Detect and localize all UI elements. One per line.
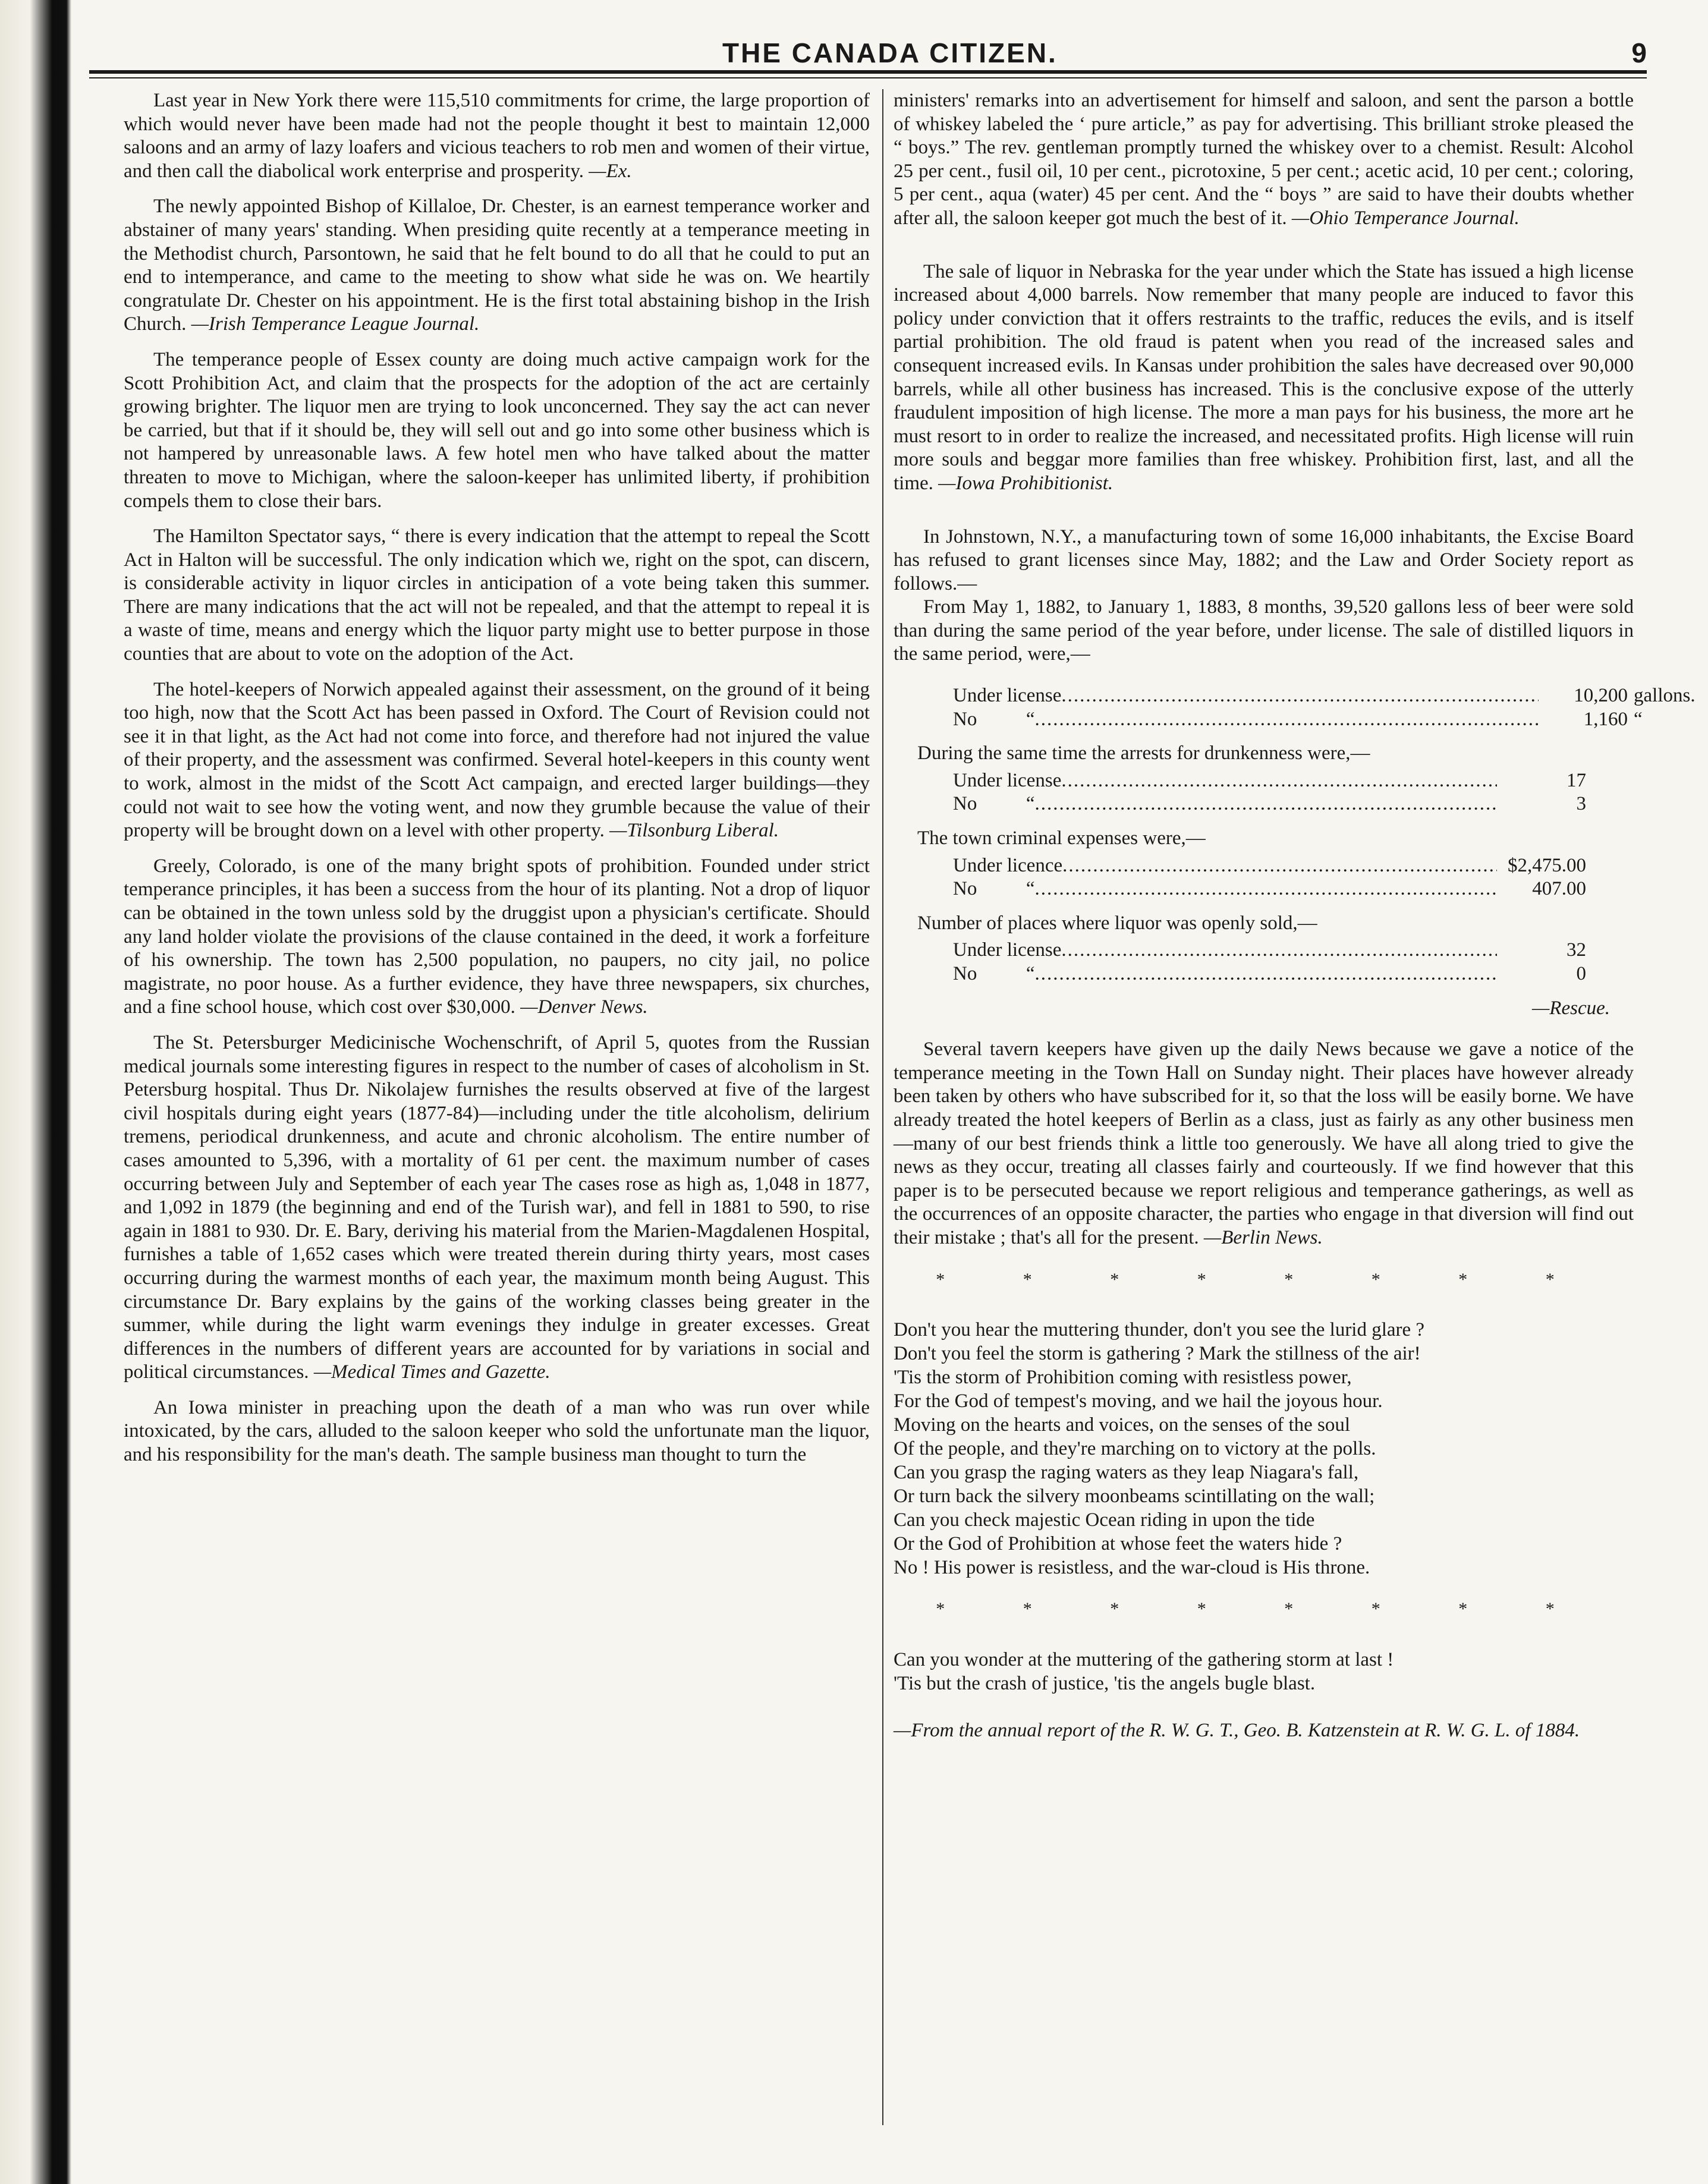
article-bishop-killaloe: The newly appointed Bishop of Killaloe, Dr. Chester, is an earnest temperance worker and abstainer of many years' standing. When presiding quite recently at a temperance meeting in the Methodist church, Parsontown, he said that he felt bound to do all that he could to put an end to intemperance, and came to the meeting to show what side he was on. We heartily congratulate Dr. Chester on his appointment. He is the first total abstaining bishop in the Irish Church. —Irish Temperance League Journal. bbox=[124, 196, 870, 335]
left-column bbox=[124, 89, 870, 1479]
column-divider bbox=[882, 89, 883, 2125]
statistics-label: Under licence bbox=[953, 854, 1063, 876]
article-johnstown-beer: From May 1, 1882, to January 1, 1883, 8 months, 39,520 gallons less of beer were sold than during the same period of the year before, under license. The sale of distilled liquors in the same period, were,— bbox=[894, 596, 1634, 665]
statistics-row bbox=[953, 854, 1634, 878]
statistics-group bbox=[894, 742, 1634, 816]
statistics-value: 407.00 bbox=[1532, 878, 1586, 900]
article-iowa-minister-continued: ministers' remarks into an advertisement for himself and saloon, and sent the parson a bottle of whiskey labeled the ‘ pure article,” as pay for advertising. This brilliant stroke pleased the “ boys.” The rev. gentleman promptly turned the whiskey over to a chemist. Result: Alcohol 25 per cent., fusil oil, 10 per cent., picrotoxine, 5 per cent.; acetic acid, 10 per cent.; coloring, 5 per cent., aqua (water) 45 per cent. And the “ boys ” are said to have their doubts whether after all, the saloon keeper got much the best of it. —Ohio Temperance Journal. bbox=[894, 90, 1634, 229]
statistics-heading: Number of places where liquor was openly sold,— bbox=[917, 912, 1317, 934]
article-norwich-hotel-keepers: The hotel-keepers of Norwich appealed against their assessment, on the ground of it being too high, now that the Scott Act has been passed in Oxford. The Court of Revision could not see it in that light, as the Act had not come into force, and therefore had not injured the value of their property, and the assessment was confirmed. Several hotel-keepers in this county went to work, almost in the midst of the Scott Act campaign, and erected larger buildings—they could not wait to see how the voting went, and now they grumble because the value of their property will be brought down on a level with other property. —Tilsonburg Liberal. bbox=[124, 678, 870, 842]
article-essex-county: The temperance people of Essex county are doing much active campaign work for the Scott Prohibition Act, and claim that the prospects for the adoption of the act are certainly growing brighter. The liquor men are trying to look unconcerned. They say the act can never be carried, but that if it should be, they will sell out and go into some other business which is not hampered by unreasonable laws. A few hotel men who have talked about the matter threaten to move to Michigan, where the saloon-keeper has unlimited liberty, if prohibition compels them to close their bars. bbox=[124, 348, 870, 512]
dot-leader bbox=[1061, 939, 1497, 962]
dot-leader bbox=[1034, 708, 1539, 732]
poem-source-credit: —From the annual report of the R. W. G. T., Geo. B. Katzenstein at R. W. G. L. of 1884. bbox=[894, 1719, 1580, 1741]
poem-line: Or turn back the silvery moonbeams scintillating on the wall; bbox=[894, 1486, 1375, 1508]
poem-line: Of the people, and they're marching on to victory at the polls. bbox=[894, 1438, 1376, 1460]
poem-stars-separator: * * * * * * * * bbox=[936, 1599, 1591, 1619]
johnstown-statistics bbox=[894, 684, 1696, 986]
right-column bbox=[894, 89, 1696, 1754]
statistics-value: 10,200 bbox=[1574, 685, 1628, 707]
statistics-row bbox=[953, 939, 1634, 962]
statistics-row: Under license ..... 10,200 gallons. bbox=[953, 684, 1634, 708]
statistics-source: —Rescue. bbox=[1531, 997, 1610, 1019]
poem-line: Moving on the hearts and voices, on the senses of the soul bbox=[894, 1414, 1351, 1436]
dot-leader bbox=[1034, 877, 1497, 901]
poem-ending bbox=[894, 1648, 1634, 1695]
dot-leader bbox=[1062, 854, 1497, 878]
statistics-value: 32 bbox=[1567, 939, 1586, 961]
poem-line: For the God of tempest's moving, and we hail the joyous hour. bbox=[894, 1390, 1383, 1412]
poem-line: Don't you hear the muttering thunder, don't you see the lurid glare ? bbox=[894, 1319, 1425, 1341]
statistics-label: No “ bbox=[953, 963, 1035, 984]
poem-line: Or the God of Prohibition at whose feet the waters hide ? bbox=[894, 1533, 1342, 1555]
statistics-label: Under license bbox=[953, 769, 1062, 791]
article-new-york-crime: Last year in New York there were 115,510 commitments for crime, the large proportion of which would never have been made had not the people thought it best to maintain 12,000 saloons and an army of lazy loafers and vicious teachers to rob men and women of their virtue, and then call the diabolical work enterprise and prosperity. —Ex. bbox=[124, 90, 870, 182]
poem-line: 'Tis but the crash of justice, 'tis the angels bugle blast. bbox=[894, 1672, 1316, 1694]
poem-line: 'Tis the storm of Prohibition coming with resistless power, bbox=[894, 1367, 1352, 1389]
statistics-label: No “ bbox=[953, 878, 1035, 900]
article-johnstown-intro: In Johnstown, N.Y., a manufacturing town of some 16,000 inhabitants, the Excise Board has refused to grant licenses since May, 1882; and the Law and Order Society report as follows.— bbox=[894, 525, 1634, 594]
article-hamilton-spectator: The Hamilton Spectator says, “ there is every indication that the attempt to repeal the Scott Act in Halton will be successful. The only indication which we, right on the spot, can discern, is considerable activity in liquor circles in anticipation of a vote being taken this summer. There are many indications that the act will not be repealed, and that the attempt to repeal it is a waste of time, means and energy which the liquor party might use to better purpose in those counties that are about to vote on the adoption of the Act. bbox=[124, 525, 870, 665]
header-rule-thin bbox=[89, 77, 1647, 78]
page-binding-edge bbox=[0, 0, 71, 2184]
dot-leader bbox=[1061, 684, 1539, 708]
statistics-label: Under license bbox=[953, 939, 1062, 961]
dot-leader bbox=[1061, 769, 1497, 793]
newspaper-title: THE CANADA CITIZEN. bbox=[722, 37, 1058, 68]
poem-line: Can you wonder at the muttering of the gathering storm at last ! bbox=[894, 1648, 1394, 1670]
statistics-label: No “ bbox=[953, 793, 1035, 815]
article-st-petersburg: The St. Petersburger Medicinische Wochenschrift, of April 5, quotes from the Russian medical journals some interesting figures in respect to the number of cases of alcoholism in St. Petersburg hospital. Thus Dr. Nikolajew furnishes the results observed at five of the largest civil hospitals during eight years (1877-84)—including under the title alcoholism, delirium tremens, periodical drunkenness, and acute and chronic alcoholism. The entire number of cases amounted to 5,396, with a mortality of 61 per cent. the maximum number of cases occurring between July and September of each year The cases rose as high as, 1,048 in 1877, and 1,092 in 1879 (the beginning and end of the Turish war), and fell in 1881 to 590, to rise again in 1881 to 930. Dr. E. Bary, deriving his material from the Marien-Magdalenen Hospital, furnishes a table of 1,652 cases which were treated therein during thirty years, most cases occurring during the warmest months of each year, the maximum month being August. This circumstance Dr. Bary explains by the gains of the working classes being greater in the summer, while during the light warm evenings they indulge in greater excesses. Great differences in the numbers of different years are accounted for by variations in social and political circumstances. —Medical Times and Gazette. bbox=[124, 1031, 870, 1383]
poem-line: Don't you feel the storm is gathering ? Mark the stillness of the air! bbox=[894, 1343, 1421, 1365]
statistics-value: 17 bbox=[1567, 769, 1586, 791]
statistics-value: $2,475.00 bbox=[1508, 854, 1586, 876]
article-berlin-tavern-keepers: Several tavern keepers have given up the daily News because we gave a notice of the temperance meeting in the Town Hall on Sunday night. Their places have however already been taken by others who have subscribed for it, so that the loss will be easily borne. We have already treated the hotel keepers of Berlin as a class, just as fairly as any other business men—many of our best friends think a little too generously. We have all along tried to give the news as they occur, treating all classes fairly and courteously. If we find however that this paper is to be persecuted because we report religious and temperance gatherings, as well as the occurrences of an opposite character, the parties who engage in that diversion will find out their mistake ; that's all for the present. —Berlin News. bbox=[894, 1038, 1634, 1248]
statistics-row bbox=[953, 962, 1634, 986]
statistics-row: No “ ..... 1,160 “ bbox=[953, 708, 1634, 732]
statistics-row bbox=[953, 769, 1634, 793]
poem-line: Can you grasp the raging waters as they leap Niagara's fall, bbox=[894, 1462, 1359, 1484]
statistics-group bbox=[894, 912, 1634, 986]
statistics-group bbox=[894, 827, 1634, 901]
statistics-value: 0 bbox=[1576, 963, 1586, 984]
poem-line: Can you check majestic Ocean riding in upon the tide bbox=[894, 1509, 1315, 1531]
statistics-row bbox=[953, 877, 1634, 901]
article-nebraska-liquor: The sale of liquor in Nebraska for the year under which the State has issued a high license increased about 4,000 barrels. Now remember that many people are induced to favor this policy under conviction that it offers restraints to the traffic, reduces the evils, and is itself partial prohibition. The old fraud is patent when you read of the increased sales and consequent increased evils. In Kansas under prohibition the sales have decreased over 90,000 barrels, while all other business has increased. This is the conclusive expose of the utterly fraudulent imposition of high license. The more a man pays for his business, the more art he must resort to in order to realize the increased, and necessitated profits. High license will ruin more souls and beggar more families than free whiskey. Prohibition first, last, and all the time. —Iowa Prohibitionist. bbox=[894, 260, 1634, 494]
poem bbox=[894, 1318, 1634, 1579]
article-iowa-minister: An Iowa minister in preaching upon the death of a man who was run over while intoxicated, by the cars, alluded to the saloon keeper who sold the unfortunate man the liquor, and his responsibility for the man's death. The sample business man thought to turn the bbox=[124, 1396, 870, 1466]
statistics-label: No “ bbox=[953, 708, 1035, 730]
statistics-group bbox=[894, 684, 1696, 731]
statistics-label: Under license bbox=[953, 685, 1062, 707]
statistics-heading: During the same time the arrests for drunkenness were,— bbox=[917, 742, 1370, 764]
dot-leader bbox=[1034, 962, 1497, 986]
statistics-row bbox=[953, 792, 1634, 816]
dot-leader bbox=[1034, 792, 1497, 816]
header-rule-thick bbox=[89, 70, 1647, 74]
page-number: 9 bbox=[1631, 37, 1647, 68]
article-greely-colorado: Greely, Colorado, is one of the many bright spots of prohibition. Founded under strict temperance principles, it has been a success from the hour of its planting. Not a drop of liquor can be obtained in the town unless sold by the druggist upon a physician's certificate. Should any land holder violate the provisions of the clause contained in the deed, it work a forfeiture of his ownership. The town has 2,500 population, no paupers, no city jail, no police magistrate, no poor house. As a further evidence, they have three newspapers, six churches, and a fine school house, which cost over $30,000. —Denver News. bbox=[124, 855, 870, 1018]
section-stars-separator: * * * * * * * * bbox=[936, 1269, 1591, 1289]
poem-line: No ! His power is resistless, and the war-cloud is His throne. bbox=[894, 1557, 1370, 1579]
statistics-value: 1,160 bbox=[1583, 708, 1628, 730]
statistics-value: 3 bbox=[1576, 793, 1586, 815]
statistics-heading: The town criminal expenses were,— bbox=[917, 827, 1206, 849]
